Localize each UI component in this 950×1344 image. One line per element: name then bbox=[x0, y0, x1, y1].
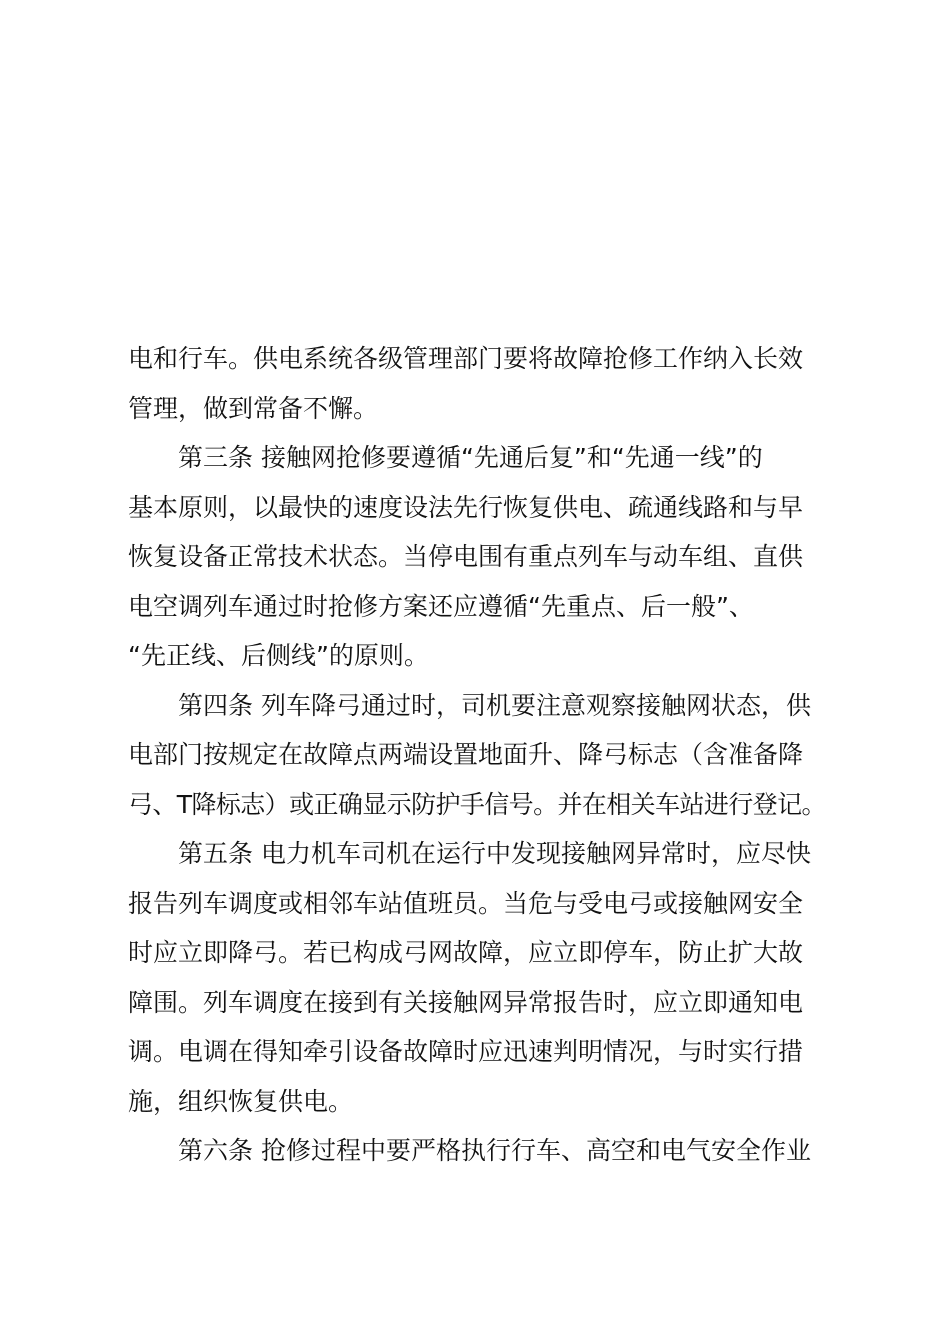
text-line: 电空调列车通过时抢修方案还应遵循“先重点、后一般”、 bbox=[128, 591, 754, 621]
text-line: 调。电调在得知牵引设备故障时应迅速判明情况，与时实行措 bbox=[128, 1037, 804, 1066]
text-line: 弓、T降标志）或正确显示防护手信号。并在相关车站进行登记。 bbox=[128, 789, 826, 819]
text-line: “先正线、后侧线”的原则。 bbox=[128, 641, 429, 670]
text-line: 电和行车。供电系统各级管理部门要将故障抢修工作纳入长效 bbox=[128, 344, 804, 373]
article-6-heading-line: 第六条 抢修过程中要严格执行行车、高空和电气安全作业 bbox=[178, 1136, 811, 1165]
text-line: 报告列车调度或相邻车站值班员。当危与受电弓或接触网安全 bbox=[128, 888, 804, 918]
text-line: 时应立即降弓。若已构成弓网故障，应立即停车，防止扩大故 bbox=[128, 938, 804, 967]
article-5-heading-line: 第五条 电力机车司机在运行中发现接触网异常时，应尽快 bbox=[178, 839, 811, 868]
text-line: 管理，做到常备不懈。 bbox=[128, 393, 379, 423]
text-line: 恢复设备正常技术状态。当停电围有重点列车与动车组、直供 bbox=[128, 542, 804, 571]
article-4-heading-line: 第四条 列车降弓通过时，司机要注意观察接触网状态，供 bbox=[178, 690, 811, 720]
text-line: 障围。列车调度在接到有关接触网异常报告时，应立即通知电 bbox=[128, 987, 804, 1017]
text-line: 电部门按规定在故障点两端设置地面升、降弓标志（含准备降 bbox=[128, 740, 804, 769]
body-text bbox=[128, 334, 838, 1176]
text-line: 基本原则，以最快的速度设法先行恢复供电、疏通线路和与早 bbox=[128, 492, 804, 522]
text-line: 施，组织恢复供电。 bbox=[128, 1086, 354, 1116]
article-3-heading-line: 第三条 接触网抢修要遵循“先通后复”和“先通一线”的 bbox=[178, 443, 763, 472]
